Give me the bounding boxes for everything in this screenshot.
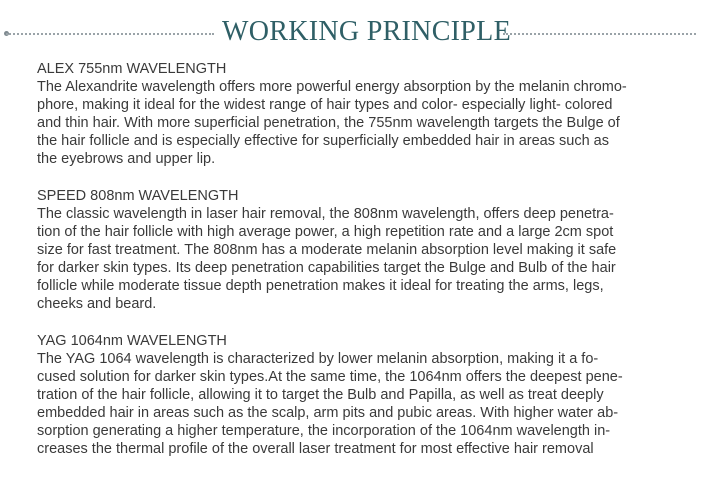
body-line: for darker skin types. Its deep penetration capabilities target the Bulge and Bulb of the hair <box>37 260 616 276</box>
body-line: embedded hair in areas such as the scalp, arm pits and pubic areas. With higher water ab- <box>37 405 619 421</box>
dotted-rule-left <box>6 33 214 35</box>
body-line: creases the thermal profile of the overall laser treatment for most effective hair removal <box>37 441 594 457</box>
body-line: The YAG 1064 wavelength is characterized by lower melanin absorption, making it a fo- <box>37 351 599 367</box>
section-heading: YAG 1064nm WAVELENGTH <box>37 333 227 349</box>
body-line: the eyebrows and upper lip. <box>37 151 216 167</box>
body-line: tration of the hair follicle, allowing it to target the Bulb and Papilla, as well as treat deeply <box>37 387 604 403</box>
page-title: WORKING PRINCIPLE <box>222 16 511 47</box>
section-body <box>37 350 677 458</box>
body-line: cheeks and beard. <box>37 296 157 312</box>
section-alex <box>37 60 677 168</box>
body-line: sorption generating a higher temperature, the incorporation of the 1064nm wavelength in- <box>37 423 611 439</box>
body-line: phore, making it ideal for the widest range of hair types and color- especially light- colored <box>37 97 613 113</box>
section-body <box>37 205 677 313</box>
body-line: follicle while moderate tissue depth penetration makes it ideal for treating the arms, legs, <box>37 278 604 294</box>
section-speed <box>37 187 677 313</box>
section-body <box>37 78 677 168</box>
content <box>37 60 677 477</box>
body-line: and thin hair. With more superficial penetration, the 755nm wavelength targets the Bulge of <box>37 115 620 131</box>
body-line: size for fast treatment. The 808nm has a moderate melanin absorption level making it safe <box>37 242 617 258</box>
section-yag <box>37 332 677 458</box>
body-line: The Alexandrite wavelength offers more powerful energy absorption by the melanin chromo- <box>37 79 627 95</box>
dotted-rule-right <box>503 33 696 35</box>
body-line: tion of the hair follicle with high average power, a high repetition rate and a large 2cm spot <box>37 224 614 240</box>
body-line: The classic wavelength in laser hair removal, the 808nm wavelength, offers deep penetra- <box>37 206 614 222</box>
section-heading: ALEX 755nm WAVELENGTH <box>37 61 227 77</box>
header <box>0 14 703 54</box>
body-line: cused solution for darker skin types.At the same time, the 1064nm offers the deepest pene- <box>37 369 623 385</box>
body-line: the hair follicle and is especially effective for superficially embedded hair in areas such as <box>37 133 609 149</box>
section-heading: SPEED 808nm WAVELENGTH <box>37 188 239 204</box>
